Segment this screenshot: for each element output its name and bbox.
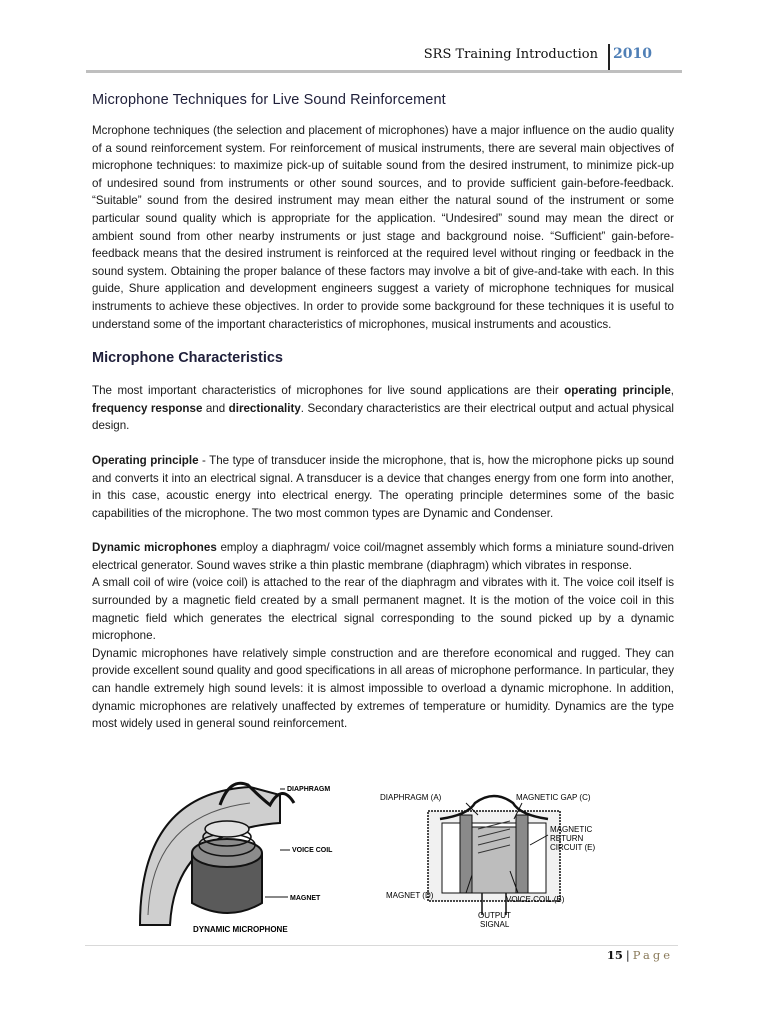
dynamic-paragraph-2: A small coil of wire (voice coil) is attached to the rear of the diaphragm and vibrates with it. The voice coil itself is surrounded by a magnetic field created by a small permanent magnet. It is the motion of the voice coil in this magnetic field which generates the electrical signal corresponding to the sound picked up by a dynamic microphone.: [92, 576, 674, 643]
label-magnet: MAGNET: [290, 895, 321, 902]
label-voice-coil-b: VOICE COIL (B): [506, 895, 565, 904]
label-magnetic-return-1: MAGNETIC: [550, 825, 593, 834]
label-magnetic-return-2: RETURN: [550, 834, 584, 843]
caption-dynamic-microphone: DYNAMIC MICROPHONE: [193, 925, 288, 934]
header-year: 2010: [613, 46, 652, 62]
operating-principle-paragraph: Operating principle - The type of transducer inside the microphone, that is, how the microphone picks up sound and converts it into an electrical signal. A transducer is a device that changes energy from one form into another, in this case, acoustic energy into electrical energy. The operating principle determines some of the basic capabilities of the microphone. The two most common types are Dynamic and Condenser.: [92, 453, 675, 520]
label-magnet-d: MAGNET (D): [386, 891, 434, 900]
page-header: [86, 44, 682, 72]
label-magnetic-gap: MAGNETIC GAP (C): [516, 793, 591, 802]
dynamic-microphone-illustration: [140, 783, 333, 934]
header-title: SRS Training Introduction: [423, 47, 598, 62]
techniques-paragraph: Mcrophone techniques (the selection and placement of microphones) have a major influence on the audio quality of a sound reinforcement system. For reinforcement of musical instruments, there are several main objectives of microphone techniques: to maximize pick-up of suitable sound from the desired instrument, to minimize pick-up of undesired sound from instruments or other sound sources, and to provide sufficient gain-before-feedback. “Suitable” sound from the desired instrument may mean either the natural sound of the instrument or some particular sound quality which is appropriate for the application. “Undesired” sound may mean the direct or ambient sound from other nearby instruments or just stage and background noise. “Sufficient” gain-before-feedback means that the desired instrument is reinforced at the required level without ringing or feedback in the sound system. Obtaining the proper balance of these factors may involve a bit of give-and-take with each. In this guide, Shure application and development engineers suggest a variety of microphone techniques for musical instruments to achieve these objectives. In order to provide some background for these techniques it is useful to understand some of the important characteristics of microphones, musical instruments and acoustics.: [92, 124, 674, 331]
page-label: Page: [632, 948, 673, 962]
label-voice-coil: VOICE COIL: [292, 847, 333, 854]
label-magnetic-return-3: CIRCUIT (E): [550, 843, 596, 852]
microphone-figures: [130, 775, 630, 945]
page-footer: [607, 948, 673, 962]
characteristics-intro: The most important characteristics of microphones for live sound applications are their operating principle, frequency response and directionality. Secondary characteristics are their electrical output and actual physical design.: [92, 384, 675, 433]
label-output: OUTPUT: [478, 911, 511, 920]
dynamic-paragraph-1: Dynamic microphones employ a diaphragm/ voice coil/magnet assembly which forms a miniature sound-driven electrical generator. Sound waves strike a thin plastic membrane (diaphragm) which vibrates in response.: [92, 541, 674, 572]
header-separator: [608, 44, 610, 70]
transducer-diagram: [380, 793, 596, 929]
footer-rule: [85, 945, 678, 946]
label-signal: SIGNAL: [480, 920, 510, 929]
header-rule: [86, 70, 682, 73]
page-number: 15: [606, 948, 623, 962]
section-heading-characteristics: Microphone Characteristics: [92, 350, 283, 367]
footer-separator: |: [625, 948, 630, 962]
section-heading-techniques: Microphone Techniques for Live Sound Reinforcement: [92, 92, 446, 108]
dynamic-paragraph-3: Dynamic microphones have relatively simple construction and are therefore economical and rugged. They can provide excellent sound quality and good specifications in all areas of microphone performance. In particular, they can handle extremely high sound levels: it is almost impossible to overload a dynamic microphone. In addition, dynamic microphones are relatively unaffected by extremes of temperature or humidity. Dynamics are the type most widely used in general sound reinforcement.: [92, 646, 674, 731]
label-diaphragm: DIAPHRAGM: [287, 786, 331, 793]
document-body: [92, 88, 674, 733]
label-diaphragm-a: DIAPHRAGM (A): [380, 793, 442, 802]
